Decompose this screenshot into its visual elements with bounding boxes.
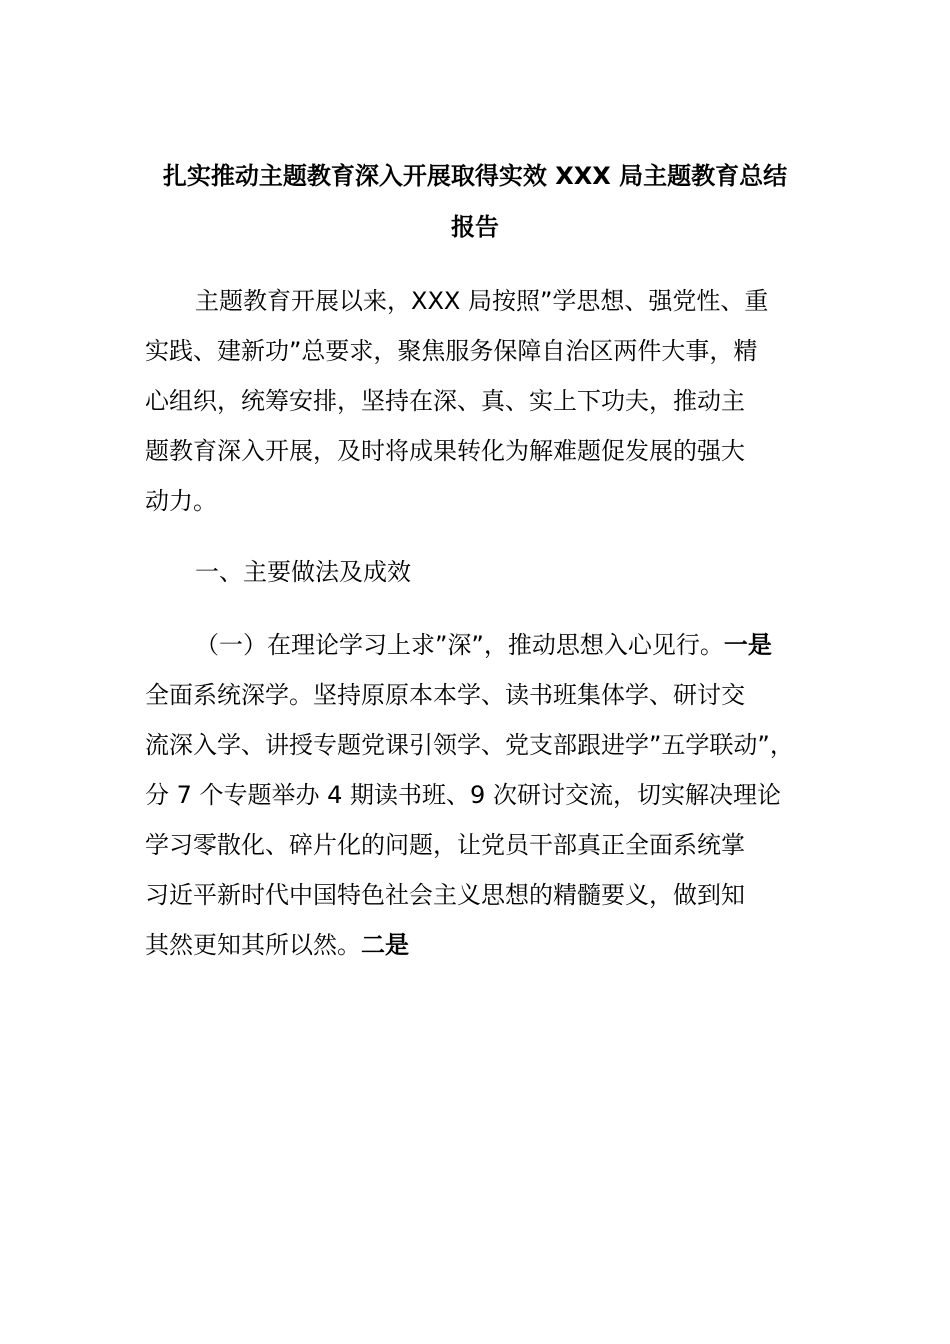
- subsection-line-4: 分 7 个专题举办 4 期读书班、9 次研讨交流，切实解决理论: [145, 781, 781, 809]
- subsection-line-2: 全面系统深学。坚持原原本本学、读书班集体学、研讨交: [145, 681, 745, 709]
- subsection-line-6: 习近平新时代中国特色社会主义思想的精髓要义，做到知: [145, 881, 745, 909]
- intro-paragraph-line-3: 心组织，统筹安排，坚持在深、真、实上下功夫，推动主: [145, 387, 745, 415]
- subsection-line-5: 学习零散化、碎片化的问题，让党员干部真正全面系统掌: [145, 831, 745, 859]
- subsection-line-3: 流深入学、讲授专题党课引领学、党支部跟进学”五学联动”，: [145, 731, 794, 759]
- document-title-line-2: 报告: [451, 213, 499, 241]
- section-heading: 一、主要做法及成效: [195, 558, 411, 586]
- document-title-line-1: 扎实推动主题教育深入开展取得实效 XXX 局主题教育总结: [162, 162, 788, 190]
- intro-paragraph-line-4: 题教育深入开展，及时将成果转化为解难题促发展的强大: [145, 437, 745, 465]
- subsection-first-line: [195, 630, 772, 660]
- intro-paragraph-line-1: 主题教育开展以来，XXX 局按照”学思想、强党性、重: [195, 287, 769, 315]
- point-two-label: 二是: [361, 931, 409, 959]
- point-one-label: 一是: [723, 631, 772, 659]
- subsection-last-line: [145, 930, 409, 960]
- intro-paragraph-line-5: 动力。: [145, 487, 217, 515]
- subsection-heading-text: （一）在理论学习上求”深”，推动思想入心见行。: [195, 631, 724, 659]
- subsection-last-line-text: 其然更知其所以然。: [145, 931, 361, 959]
- intro-paragraph-line-2: 实践、建新功”总要求，聚焦服务保障自治区两件大事，精: [145, 337, 758, 365]
